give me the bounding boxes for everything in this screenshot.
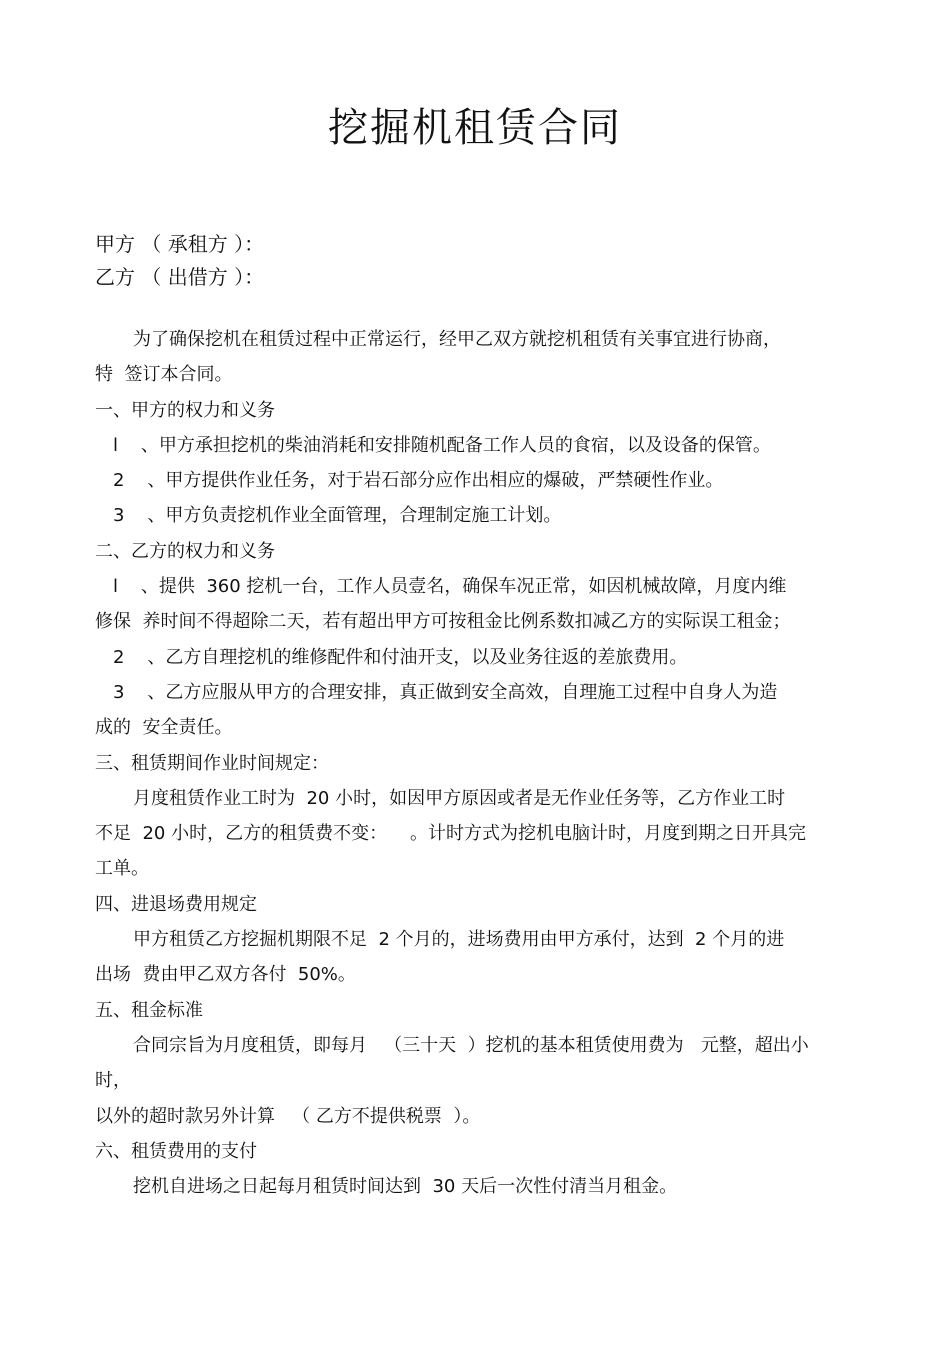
section-4-para-line-1: 甲方租赁乙方挖掘机期限不足 2 个月的，进场费用由甲方承付，达到 2 个月的进 — [133, 929, 785, 951]
section-heading-5: 五、租金标准 — [95, 999, 203, 1021]
section-heading-3: 三、租赁期间作业时间规定： — [95, 752, 329, 774]
section-2-item-1-line-2: 修保 养时间不得超除二天，若有超出甲方可按租金比例系数扣减乙方的实际误工租金； — [95, 611, 791, 633]
intro-line-2: 特 签订本合同。 — [95, 364, 233, 386]
intro-line-1: 为了确保挖机在租赁过程中正常运行，经甲乙双方就挖机租赁有关事宜进行协商， — [133, 329, 781, 350]
section-1-item-2: 2 、甲方提供作业任务，对于岩石部分应作出相应的爆破，严禁硬性作业。 — [113, 470, 724, 492]
section-2-item-1-line-1: l 、提供 360 挖机一台，工作人员壹名，确保车况正常，如因机械故障，月度内维 — [113, 576, 787, 598]
section-heading-2: 二、乙方的权力和义务 — [95, 540, 275, 562]
section-5-para-line-1: 合同宗旨为月度租赁，即每月 （三十天 ）挖机的基本租赁使用费为 元整，超出小 — [133, 1034, 809, 1056]
section-3-para-line-2: 不足 20 小时，乙方的租赁费不变： 。计时方式为挖机电脑计时，月度到期之日开具完 — [95, 823, 806, 845]
contract-body — [95, 322, 865, 1204]
section-3-para-line-3: 工单。 — [95, 858, 149, 880]
section-3-para-line-1: 月度租赁作业工时为 20 小时，如因甲方原因或者是无作业任务等，乙方作业工时 — [133, 787, 786, 809]
section-1-item-3: 3 、甲方负责挖机作业全面管理，合理制定施工计划。 — [113, 505, 562, 527]
section-heading-6: 六、租赁费用的支付 — [95, 1140, 257, 1162]
party-b-line: 乙方 （ 出借方 ）： — [95, 265, 265, 289]
section-4-para-line-2: 出场 费由甲乙双方各付 50%。 — [95, 964, 356, 986]
section-1-item-1: l 、甲方承担挖机的柴油消耗和安排随机配备工作人员的食宿，以及设备的保管。 — [113, 434, 771, 456]
party-a-line: 甲方 （ 承租方 ）： — [95, 232, 265, 256]
section-heading-1: 一、甲方的权力和义务 — [95, 399, 275, 421]
section-2-item-3-line-2: 成的 安全责任。 — [95, 717, 233, 739]
section-5-para-line-3: 以外的超时款另外计算 （ 乙方不提供税票 ）。 — [95, 1105, 481, 1127]
section-2-item-3-line-1: 3 、乙方应服从甲方的合理安排，真正做到安全高效，自理施工过程中自身人为造 — [113, 681, 778, 703]
section-6-para-line-1: 挖机自进场之日起每月租赁时间达到 30 天后一次性付清当月租金。 — [133, 1176, 678, 1198]
document-title: 挖掘机租赁合同 — [328, 105, 622, 151]
section-5-para-line-2: 时， — [95, 1070, 131, 1092]
section-heading-4: 四、进退场费用规定 — [95, 893, 257, 915]
section-2-item-2: 2 、乙方自理挖机的维修配件和付油开支，以及业务往返的差旅费用。 — [113, 646, 688, 668]
